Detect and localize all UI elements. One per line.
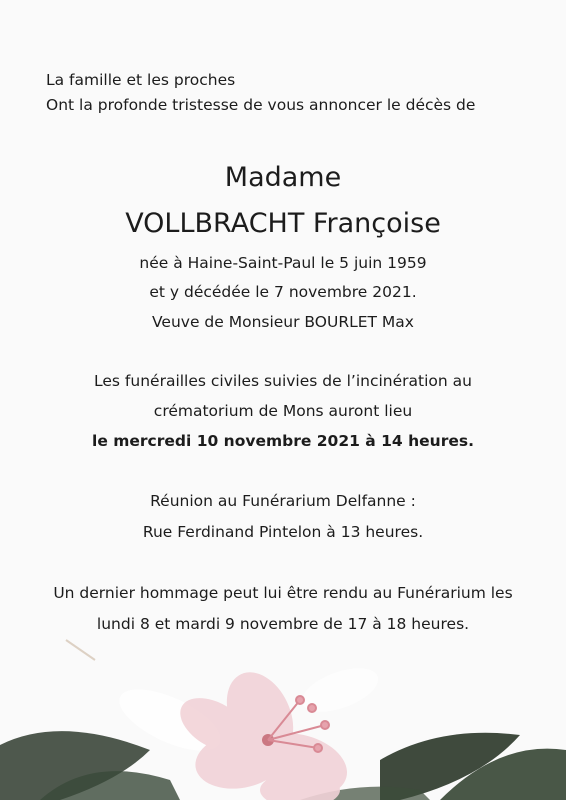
deceased-name: VOLLBRACHT Françoise: [125, 208, 441, 239]
meeting-line-2: Rue Ferdinand Pintelon à 13 heures.: [142, 523, 424, 541]
deceased-title: Madame: [224, 162, 342, 193]
tribute-line-1: Un dernier hommage peut lui être rendu au Funérarium les: [53, 584, 513, 602]
intro-line-2: Ont la profonde tristesse de vous annoncer le décès de: [46, 96, 476, 114]
spouse-line: Veuve de Monsieur BOURLET Max: [152, 313, 414, 331]
intro-text: [46, 68, 475, 118]
funeral-date: le mercredi 10 novembre 2021 à 14 heures.: [92, 432, 474, 450]
death-line: et y décédée le 7 novembre 2021.: [149, 283, 417, 301]
tribute-line-2: lundi 8 et mardi 9 novembre de 17 à 18 heures.: [96, 615, 470, 633]
flower-icon: [0, 630, 566, 800]
intro-line-1: La famille et les proches: [46, 71, 236, 89]
funeral-line-2: crématorium de Mons auront lieu: [153, 402, 413, 420]
funeral-line-1: Les funérailles civiles suivies de l’incinération au: [94, 372, 472, 390]
meeting-line-1: Réunion au Funérarium Delfanne :: [150, 492, 416, 510]
birth-line: née à Haine-Saint-Paul le 5 juin 1959: [139, 254, 427, 272]
